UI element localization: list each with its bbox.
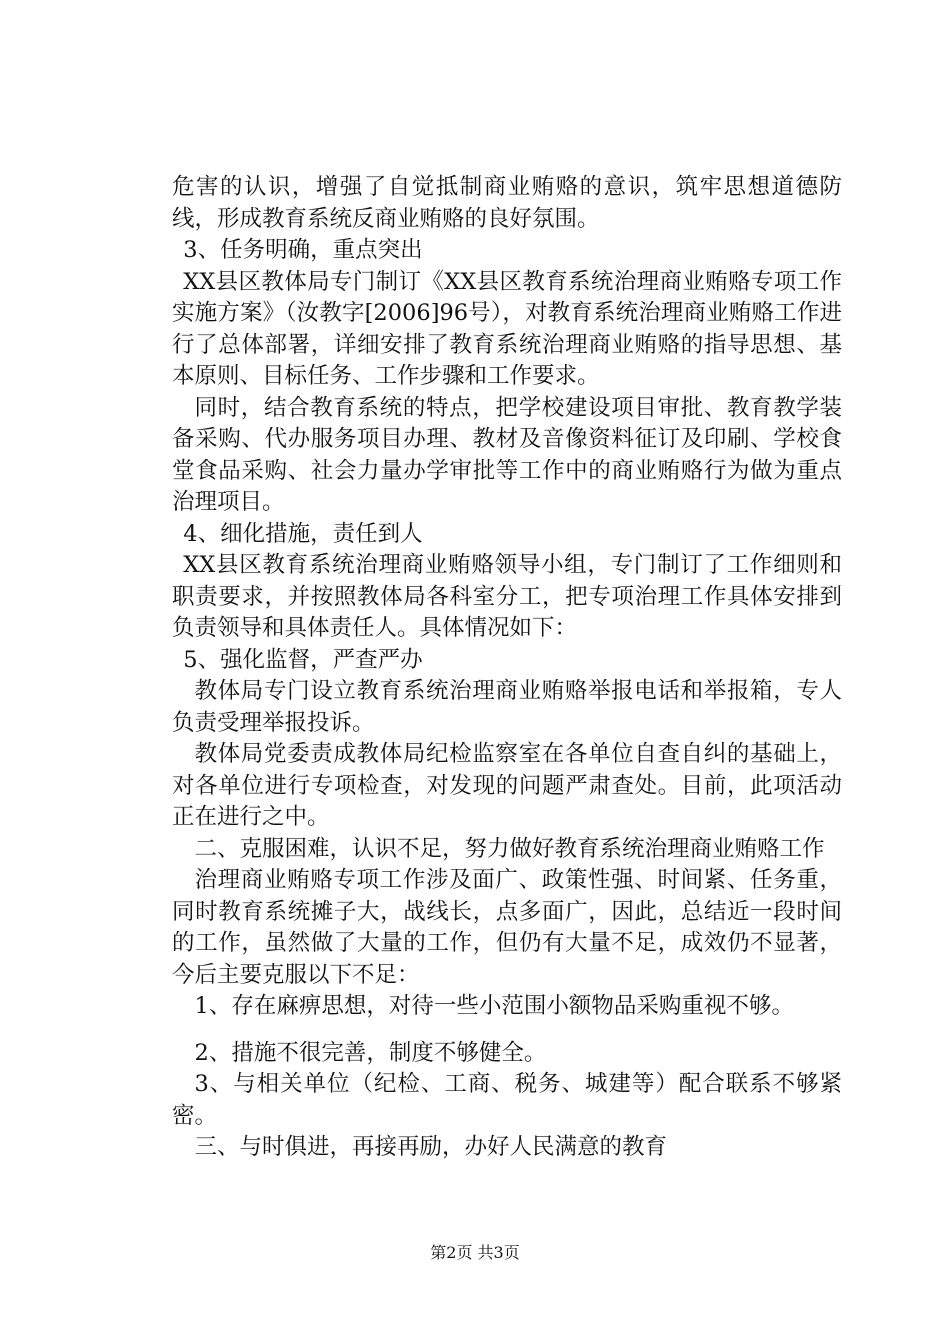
heading-task-clear: 3、任务明确，重点突出 <box>183 237 423 263</box>
heading-section-two: 二、克服困难，认识不足，努力做好教育系统治理商业贿赂工作 <box>194 835 825 862</box>
spacer <box>172 1023 842 1038</box>
heading-refine-measures: 4、细化措施，责任到人 <box>183 520 423 547</box>
paragraph-continuation: 危害的认识，增强了自觉抵制商业贿赂的意识，筑牢思想道德防线，形成教育系统反商业贿赂的良好氛围。 <box>172 174 842 232</box>
document-body <box>172 172 842 1164</box>
paragraph-key-projects: 同时，结合教育系统的特点，把学校建设项目审批、教育教学装备采购、代办服务项目办理、教材及音像资料征订及印刷、学校食堂食品采购、社会力量办学审批等工作中的商业贿赂行为做为重点治理项目。 <box>172 394 842 515</box>
heading-section-three: 三、与时俱进，再接再励，办好人民满意的教育 <box>194 1134 668 1160</box>
heading-strengthen-supervision: 5、强化监督，严查严办 <box>183 646 423 673</box>
list-item-3: 3、与相关单位（纪检、工商、税务、城建等）配合联系不够紧密。 <box>172 1071 842 1129</box>
paragraph-shortcomings: 治理商业贿赂专项工作涉及面广、政策性强、时间紧、任务重，同时教育系统摊子大，战线长，点多面广，因此，总结近一段时间的工作，虽然做了大量的工作，但仍有大量不足，成效仍不显著，今后主要克服以下不足： <box>172 867 842 988</box>
paragraph-leadership-group: XX县区教育系统治理商业贿赂领导小组，专门制订了工作细则和职责要求，并按照教体局各科室分工，把专项治理工作具体安排到负责领导和具体责任人。具体情况如下： <box>172 552 842 641</box>
list-item-1: 1、存在麻痹思想，对待一些小范围小额物品采购重视不够。 <box>194 993 794 1019</box>
paragraph-implementation-plan: XX县区教体局专门制订《XX县区教育系统治理商业贿赂专项工作实施方案》（汝教字[2006]96号），对教育系统治理商业贿赂工作进行了总体部署，详细安排了教育系统治理商业贿赂的指导思想、基本原则、目标任务、工作步骤和工作要求。 <box>172 268 842 389</box>
list-item-2: 2、措施不很完善，制度不够健全。 <box>194 1039 547 1066</box>
paragraph-report-hotline: 教体局专门设立教育系统治理商业贿赂举报电话和举报箱，专人负责受理举报投诉。 <box>172 678 842 736</box>
paragraph-inspection: 教体局党委责成教体局纪检监察室在各单位自查自纠的基础上，对各单位进行专项检查，对发现的问题严肃查处。目前，此项活动正在进行之中。 <box>172 741 842 830</box>
page-number-footer: 第2页 共3页 <box>430 1243 520 1262</box>
